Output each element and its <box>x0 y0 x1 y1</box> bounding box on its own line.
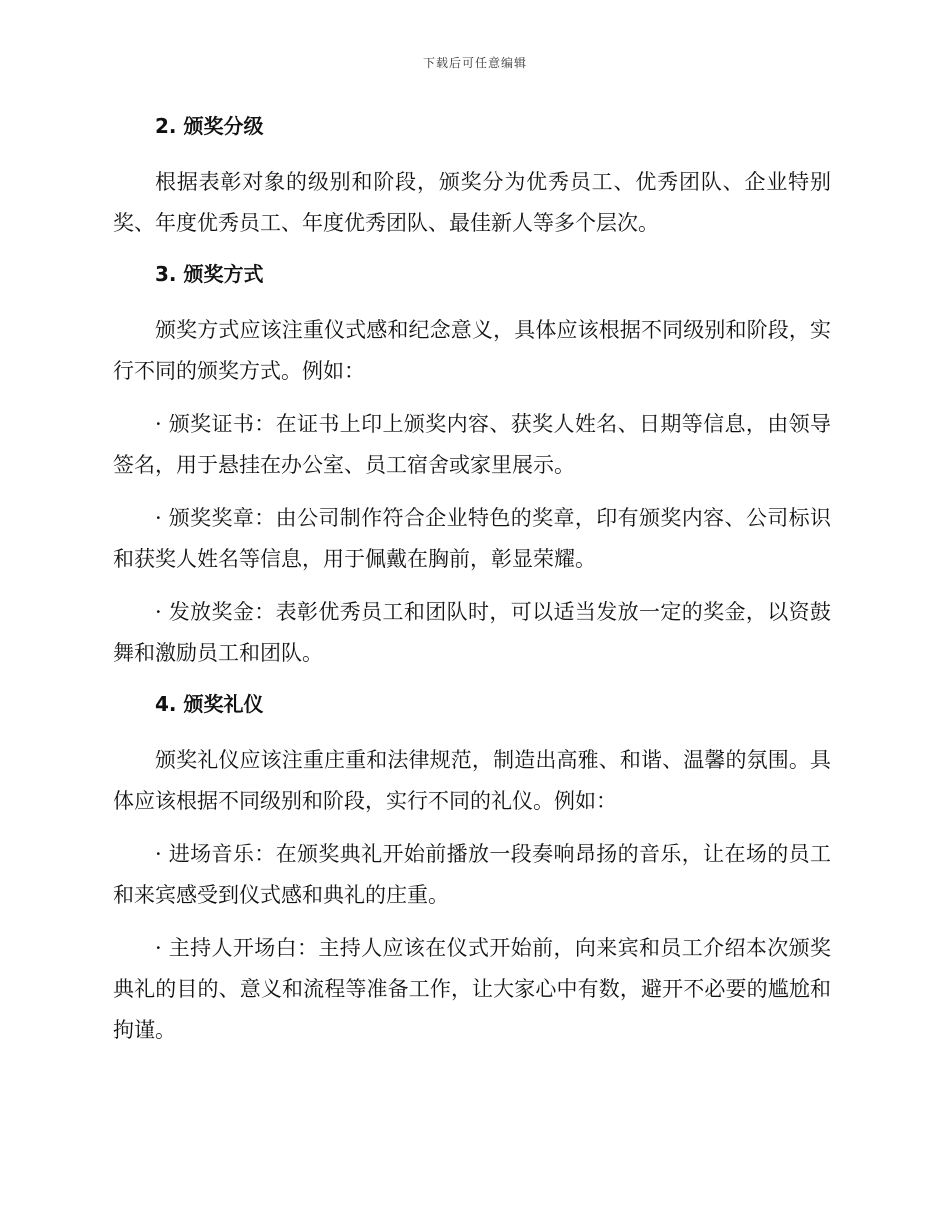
bullet-entrance-music: · 进场音乐：在颁奖典礼开始前播放一段奏响昂扬的音乐，让在场的员工和来宾感受到仪式感和典礼的庄重。 <box>113 842 831 907</box>
section-heading-etiquette: 4. 颁奖礼仪 <box>155 692 264 716</box>
page-header-note: 下载后可任意编辑 <box>422 56 527 70</box>
section-heading-grading: 2. 颁奖分级 <box>155 114 264 138</box>
bullet-certificate: · 颁奖证书：在证书上印上颁奖内容、获奖人姓名、日期等信息，由领导签名，用于悬挂在办公室、员工宿舍或家里展示。 <box>113 412 831 477</box>
section-heading-method: 3. 颁奖方式 <box>155 262 264 286</box>
bullet-bonus: · 发放奖金：表彰优秀员工和团队时，可以适当发放一定的奖金，以资鼓舞和激励员工和团队。 <box>113 600 831 665</box>
paragraph-method-intro: 颁奖方式应该注重仪式感和纪念意义，具体应该根据不同级别和阶段，实行不同的颁奖方式。例如： <box>113 318 831 383</box>
bullet-medal: · 颁奖奖章：由公司制作符合企业特色的奖章，印有颁奖内容、公司标识和获奖人姓名等信息，用于佩戴在胸前，彰显荣耀。 <box>113 506 831 571</box>
document-body <box>113 108 831 1063</box>
paragraph-grading: 根据表彰对象的级别和阶段，颁奖分为优秀员工、优秀团队、企业特别奖、年度优秀员工、年度优秀团队、最佳新人等多个层次。 <box>113 170 831 235</box>
bullet-host-opening: · 主持人开场白：主持人应该在仪式开始前，向来宾和员工介绍本次颁奖典礼的目的、意义和流程等准备工作，让大家心中有数，避开不必要的尴尬和拘谨。 <box>113 936 831 1042</box>
paragraph-etiquette-intro: 颁奖礼仪应该注重庄重和法律规范，制造出高雅、和谐、温馨的氛围。具体应该根据不同级别和阶段，实行不同的礼仪。例如： <box>113 748 831 813</box>
